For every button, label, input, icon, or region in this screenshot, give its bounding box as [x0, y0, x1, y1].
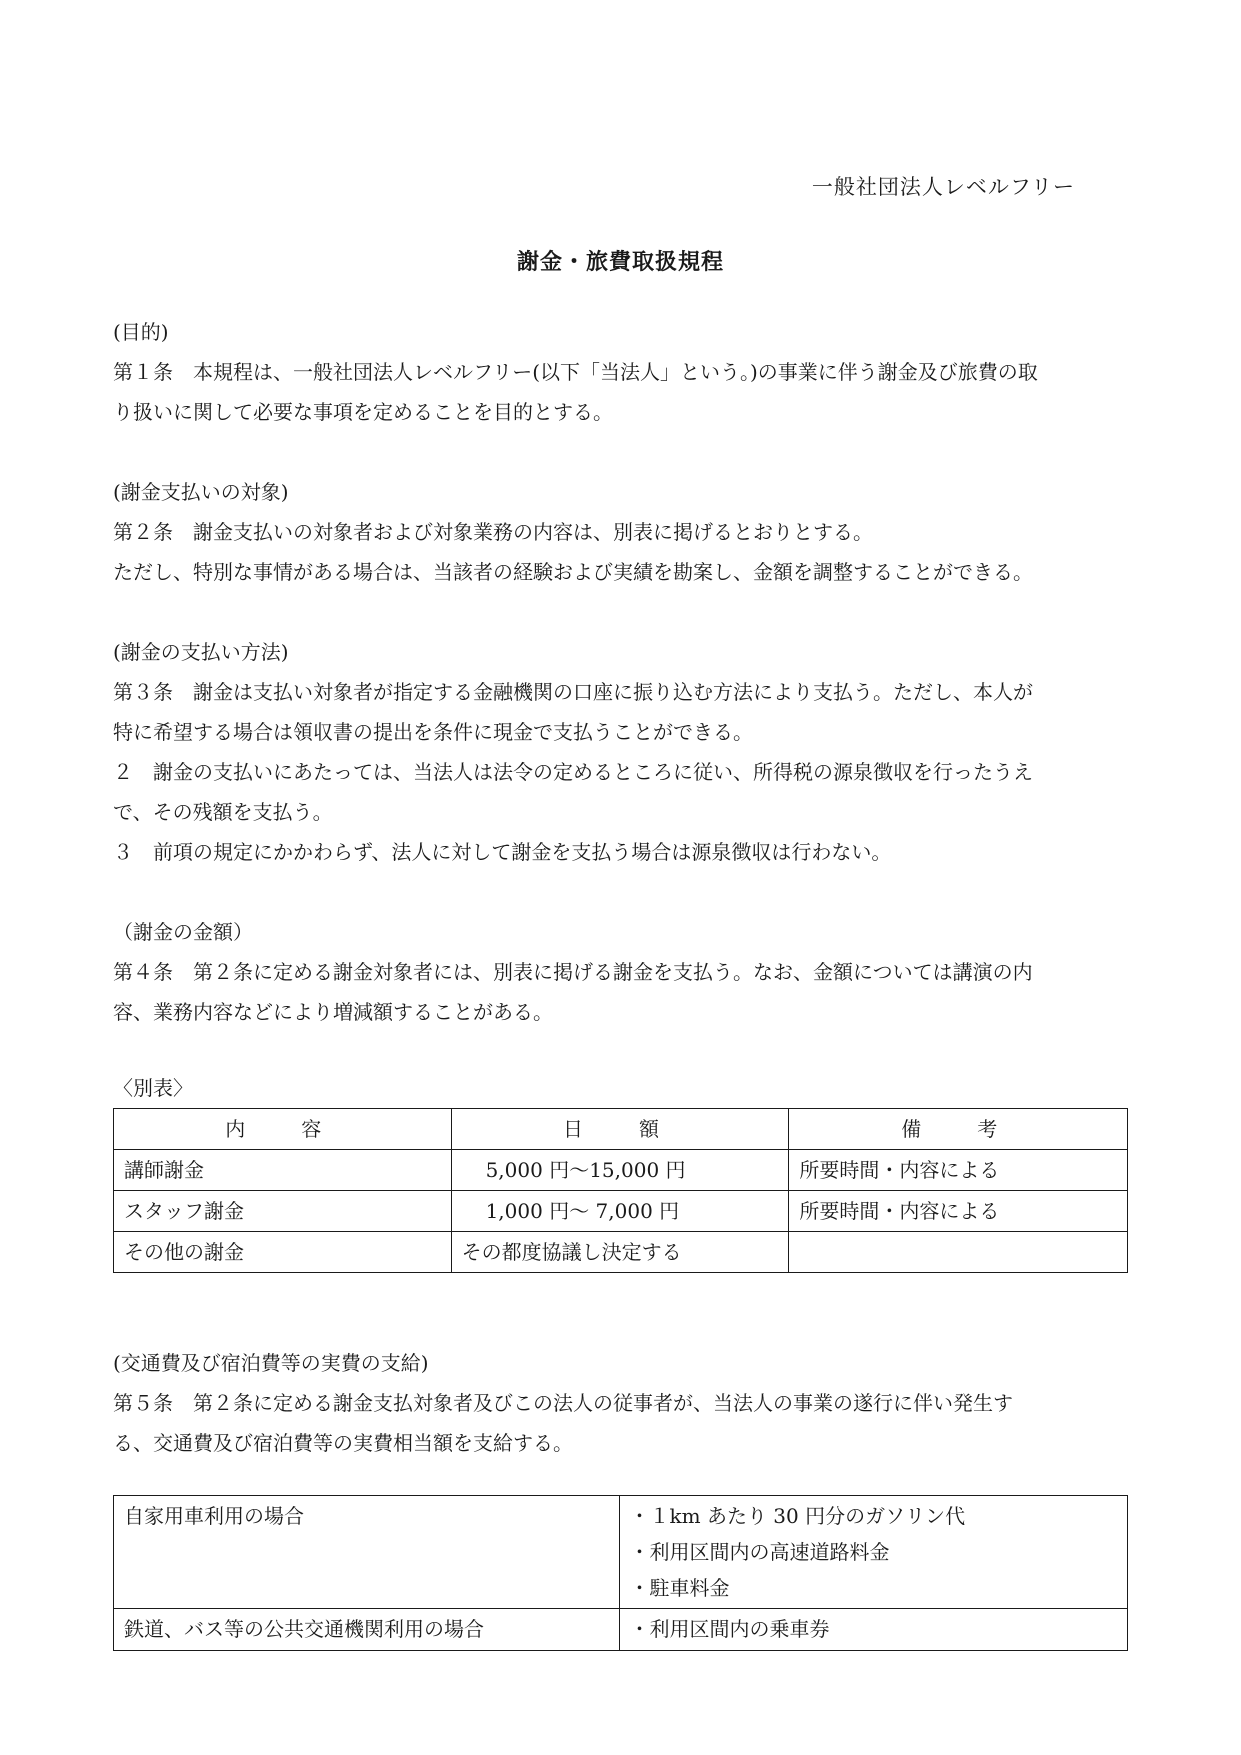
article-line: 第１条 本規程は、一般社団法人レベルフリー(以下「当法人」という。)の事業に伴う謝金及び旅費の取 — [113, 360, 1038, 384]
article-heading: (謝金支払いの対象) — [113, 480, 289, 504]
table-cell: 所要時間・内容による — [789, 1150, 1128, 1191]
fee-table — [113, 1108, 1128, 1273]
table-cell — [789, 1232, 1128, 1273]
table-cell: 自家用車利用の場合 — [114, 1496, 620, 1609]
article-heading: (交通費及び宿泊費等の実費の支給) — [113, 1351, 429, 1375]
table-cell — [619, 1496, 1128, 1609]
table-cell: スタッフ謝金 — [114, 1191, 452, 1232]
article-line: 特に希望する場合は領収書の提出を条件に現金で支払うことができる。 — [113, 720, 753, 744]
expense-table — [113, 1495, 1128, 1651]
article-line: ただし、特別な事情がある場合は、当該者の経験および実績を勘案し、金額を調整することができる。 — [113, 560, 1033, 584]
article-line: 容、業務内容などにより増減額することがある。 — [113, 1000, 553, 1024]
article-line: で、その残額を支払う。 — [113, 800, 333, 824]
table-cell: 1,000 円～ 7,000 円 — [451, 1191, 789, 1232]
table-cell: 鉄道、バス等の公共交通機関利用の場合 — [114, 1609, 620, 1651]
column-header: 日 額 — [451, 1109, 789, 1150]
table-row — [114, 1191, 1128, 1232]
article-line: ３ 前項の規定にかかわらず、法人に対して謝金を支払う場合は源泉徴収は行わない。 — [113, 840, 892, 864]
table-cell: その他の謝金 — [114, 1232, 452, 1273]
table-cell — [619, 1609, 1128, 1651]
column-header: 内 容 — [114, 1109, 452, 1150]
table-header-row — [114, 1109, 1128, 1150]
article-heading: (謝金の支払い方法) — [113, 640, 289, 664]
article-heading: （謝金の金額） — [113, 920, 253, 944]
column-header: 備 考 — [789, 1109, 1128, 1150]
article-line: ２ 謝金の支払いにあたっては、当法人は法令の定めるところに従い、所得税の源泉徴収を行ったうえ — [113, 760, 1033, 784]
article-line: り扱いに関して必要な事項を定めることを目的とする。 — [113, 400, 613, 424]
organization-name: 一般社団法人レベルフリー — [811, 175, 1075, 199]
list-item: ・駐車料金 — [629, 1576, 730, 1600]
table-row — [114, 1609, 1128, 1651]
table-cell: その都度協議し決定する — [451, 1232, 789, 1273]
list-item: ・利用区間内の乗車券 — [629, 1617, 830, 1641]
table-row — [114, 1150, 1128, 1191]
article-line: 第５条 第２条に定める謝金支払対象者及びこの法人の従事者が、当法人の事業の遂行に伴い発生す — [113, 1391, 1013, 1415]
table-caption: 〈別表〉 — [113, 1076, 193, 1100]
article-line: 第３条 謝金は支払い対象者が指定する金融機関の口座に振り込む方法により支払う。ただし、本人が — [113, 680, 1033, 704]
table-row — [114, 1232, 1128, 1273]
list-item: ・１km あたり 30 円分のガソリン代 — [629, 1504, 966, 1528]
article-line: 第２条 謝金支払いの対象者および対象業務の内容は、別表に掲げるとおりとする。 — [113, 520, 873, 544]
table-row — [114, 1496, 1128, 1609]
document-body — [113, 312, 1133, 1651]
table-cell: 5,000 円～15,000 円 — [451, 1150, 789, 1191]
table-cell: 講師謝金 — [114, 1150, 452, 1191]
list-item: ・利用区間内の高速道路料金 — [629, 1540, 890, 1564]
article-line: 第４条 第２条に定める謝金対象者には、別表に掲げる謝金を支払う。なお、金額については講演の内 — [113, 960, 1033, 984]
document-title: 謝金・旅費取扱規程 — [516, 249, 724, 275]
article-line: る、交通費及び宿泊費等の実費相当額を支給する。 — [113, 1431, 573, 1455]
article-heading: (目的) — [113, 320, 169, 344]
table-cell: 所要時間・内容による — [789, 1191, 1128, 1232]
